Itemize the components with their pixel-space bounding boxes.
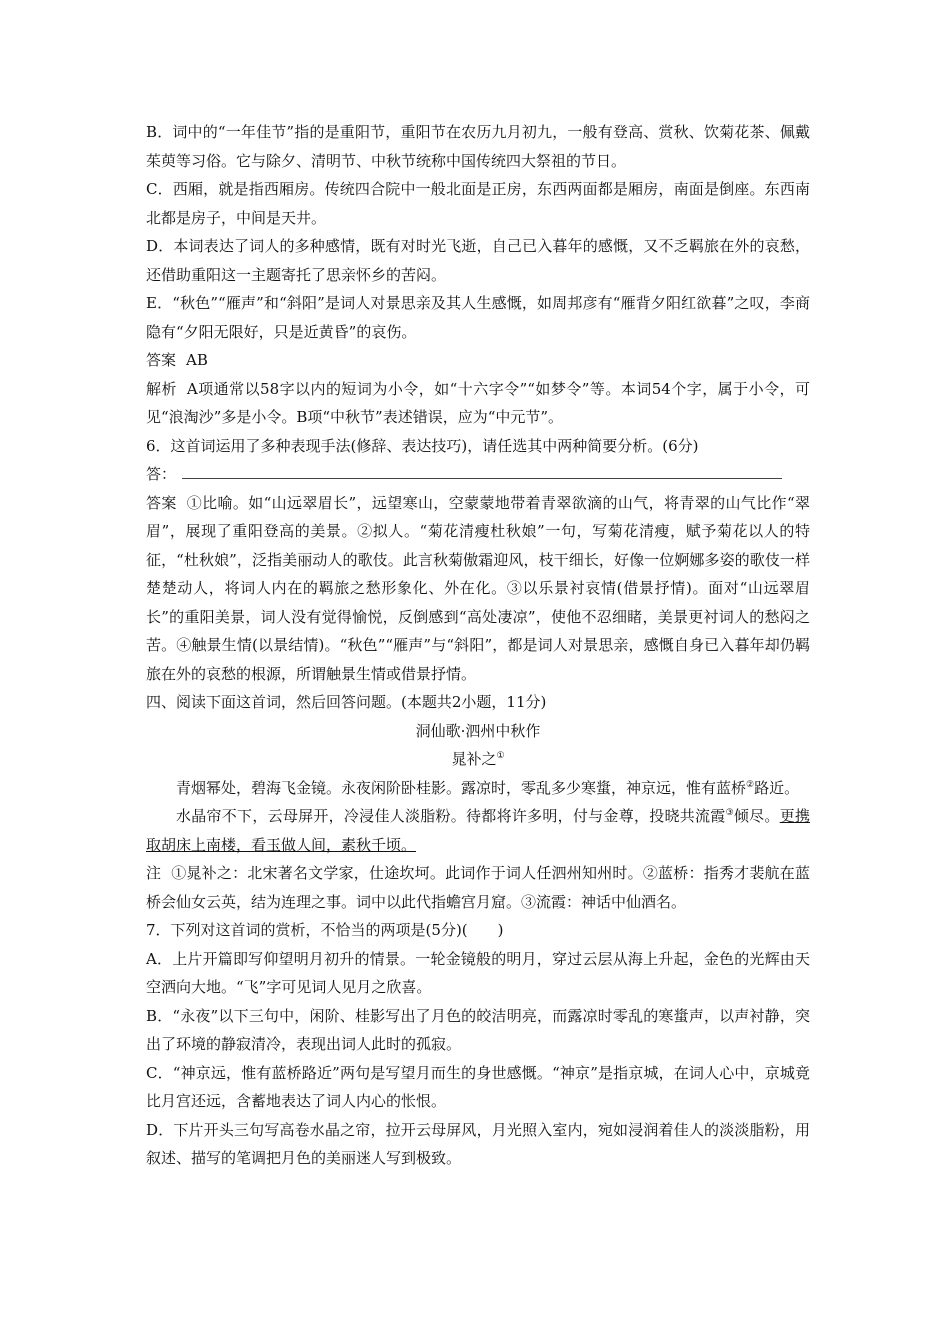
poem-notes bbox=[146, 859, 810, 916]
q7-question: 7．下列对这首词的赏析，不恰当的两项是(5分)( ) bbox=[146, 921, 504, 939]
stanza1-text-a: 青烟幂处，碧海飞金镜。永夜闲阶卧桂影。露凉时，零乱多少寒螀，神京远，惟有蓝桥 bbox=[176, 778, 747, 797]
q7-option-b: B．“永夜”以下三句中，闲阶、桂影写出了月色的皎洁明亮，而露凉时零乱的寒螀声，以声衬静，突出了环境的静寂清冷，表现出词人此时的孤寂。 bbox=[146, 1006, 810, 1053]
poem-stanza-1 bbox=[146, 774, 810, 803]
q5-answer-label: 答案 bbox=[146, 351, 177, 369]
q6-answer-label: 答案 bbox=[146, 493, 177, 512]
q7-option-a: A．上片开篇即写仰望明月初升的情景。一轮金镜般的明月，穿过云层从海上升起，金色的光辉由天空洒向大地。“飞”字可见词人见月之欣喜。 bbox=[146, 949, 810, 996]
stanza1-note-marker: ② bbox=[746, 779, 755, 790]
stanza2-text-a: 水晶帘不下，云母屏开，冷浸佳人淡脂粉。待都将许多明，付与金尊，投晓共流霞 bbox=[176, 807, 726, 825]
option-b: B．词中的“一年佳节”指的是重阳节，重阳节在农历九月初九，一般有登高、赏秋、饮菊花茶、佩戴茱萸等习俗。它与除夕、清明节、中秋节统称中国传统四大祭祖的节日。 bbox=[146, 123, 810, 170]
q7-option-c: C．“神京远，惟有蓝桥路近”两句是写望月而生的身世感慨。“神京”是指京城，在词人心中，京城竟比月宫还远，含蓄地表达了词人内心的怅恨。 bbox=[146, 1063, 810, 1110]
q6-answer-prompt: 答： bbox=[146, 465, 177, 483]
poem-title: 洞仙歌·泗州中秋作 bbox=[415, 721, 541, 740]
q6-answer bbox=[146, 489, 810, 689]
answer-blank-line[interactable] bbox=[182, 464, 782, 479]
q6-answer-line bbox=[146, 460, 810, 489]
poem-author bbox=[146, 745, 810, 774]
poem-stanza-2 bbox=[146, 802, 810, 859]
q5-answer bbox=[146, 346, 810, 375]
author-note-marker: ① bbox=[496, 751, 505, 761]
document-content bbox=[146, 118, 810, 1173]
stanza2-text-b: 倾尽。 bbox=[733, 807, 780, 825]
option-e: E．“秋色”“雁声”和“斜阳”是词人对景思亲及其人生感慨，如周邦彦有“雁背夕阳红欲暮”之叹，李商隐有“夕阳无限好，只是近黄昏”的哀伤。 bbox=[146, 294, 810, 341]
q6-question: 6．这首词运用了多种表现手法(修辞、表达技巧)，请任选其中两种简要分析。(6分) bbox=[146, 436, 699, 455]
stanza1-text-b: 路近。 bbox=[754, 778, 800, 797]
section4-heading: 四、阅读下面这首词，然后回答问题。(本题共2小题，11分) bbox=[146, 693, 547, 711]
q5-analysis-text: A项通常以58字以内的短词为小令，如“十六字令”“如梦令”等。本词54个字，属于小令，可见“浪淘沙”多是小令。B项“中秋节”表述错误，应为“中元节”。 bbox=[146, 379, 810, 426]
q5-analysis-label: 解析 bbox=[146, 379, 177, 398]
stanza2-note-marker: ③ bbox=[725, 808, 734, 818]
q7-option-d: D．下片开头三句写高卷水晶之帘，拉开云母屏风，月光照入室内，宛如浸润着佳人的淡淡脂粉，用叙述、描写的笔调把月色的美丽迷人写到极致。 bbox=[146, 1120, 810, 1167]
notes-text: ①晁补之：北宋著名文学家，仕途坎坷。此词作于词人任泗州知州时。②蓝桥：指秀才裴航在蓝桥会仙女云英，结为连理之事。词中以此代指蟾宫月窟。③流霞：神话中仙酒名。 bbox=[146, 864, 810, 911]
option-d: D．本词表达了词人的多种感情，既有对时光飞逝，自己已入暮年的感慨，又不乏羁旅在外的哀愁，还借助重阳这一主题寄托了思亲怀乡的苦闷。 bbox=[146, 237, 810, 284]
poem-author-name: 晁补之 bbox=[451, 750, 497, 768]
option-c: C．西厢，就是指西厢房。传统四合院中一般北面是正房，东西两面都是厢房，南面是倒座。东西南北都是房子，中间是天井。 bbox=[146, 180, 810, 227]
q6-answer-text: ①比喻。如“山远翠眉长”，远望寒山，空蒙蒙地带着青翠欲滴的山气，将青翠的山气比作“翠眉”，展现了重阳登高的美景。②拟人。“菊花清瘦杜秋娘”一句，写菊花清瘦，赋予菊花以人的特征，“杜秋娘”，泛指美丽动人的歌伎。此言秋菊傲霜迎风，枝干细长，好像一位婀娜多姿的歌伎一样楚楚动人，将词人内在的羁旅之愁形象化、外在化。③以乐景衬哀情(借景抒情)。面对“山远翠眉长”的重阳美景，词人没有觉得愉悦，反倒感到“高处凄凉”，使他不忍细睹，美景更衬词人的愁闷之苦。④触景生情(以景结情)。“秋色”“雁声”与“斜阳”，都是词人对景思亲，感慨自身已入暮年却仍羁旅在外的哀愁的根源，所谓触景生情或借景抒情。 bbox=[146, 493, 810, 683]
q5-answer-value: AB bbox=[186, 351, 208, 369]
notes-label: 注 bbox=[146, 864, 162, 882]
q5-analysis bbox=[146, 375, 810, 432]
stanza2-underlined-text: 更携取胡床上南楼，看玉做人间，素秋千顷。 bbox=[146, 807, 810, 854]
